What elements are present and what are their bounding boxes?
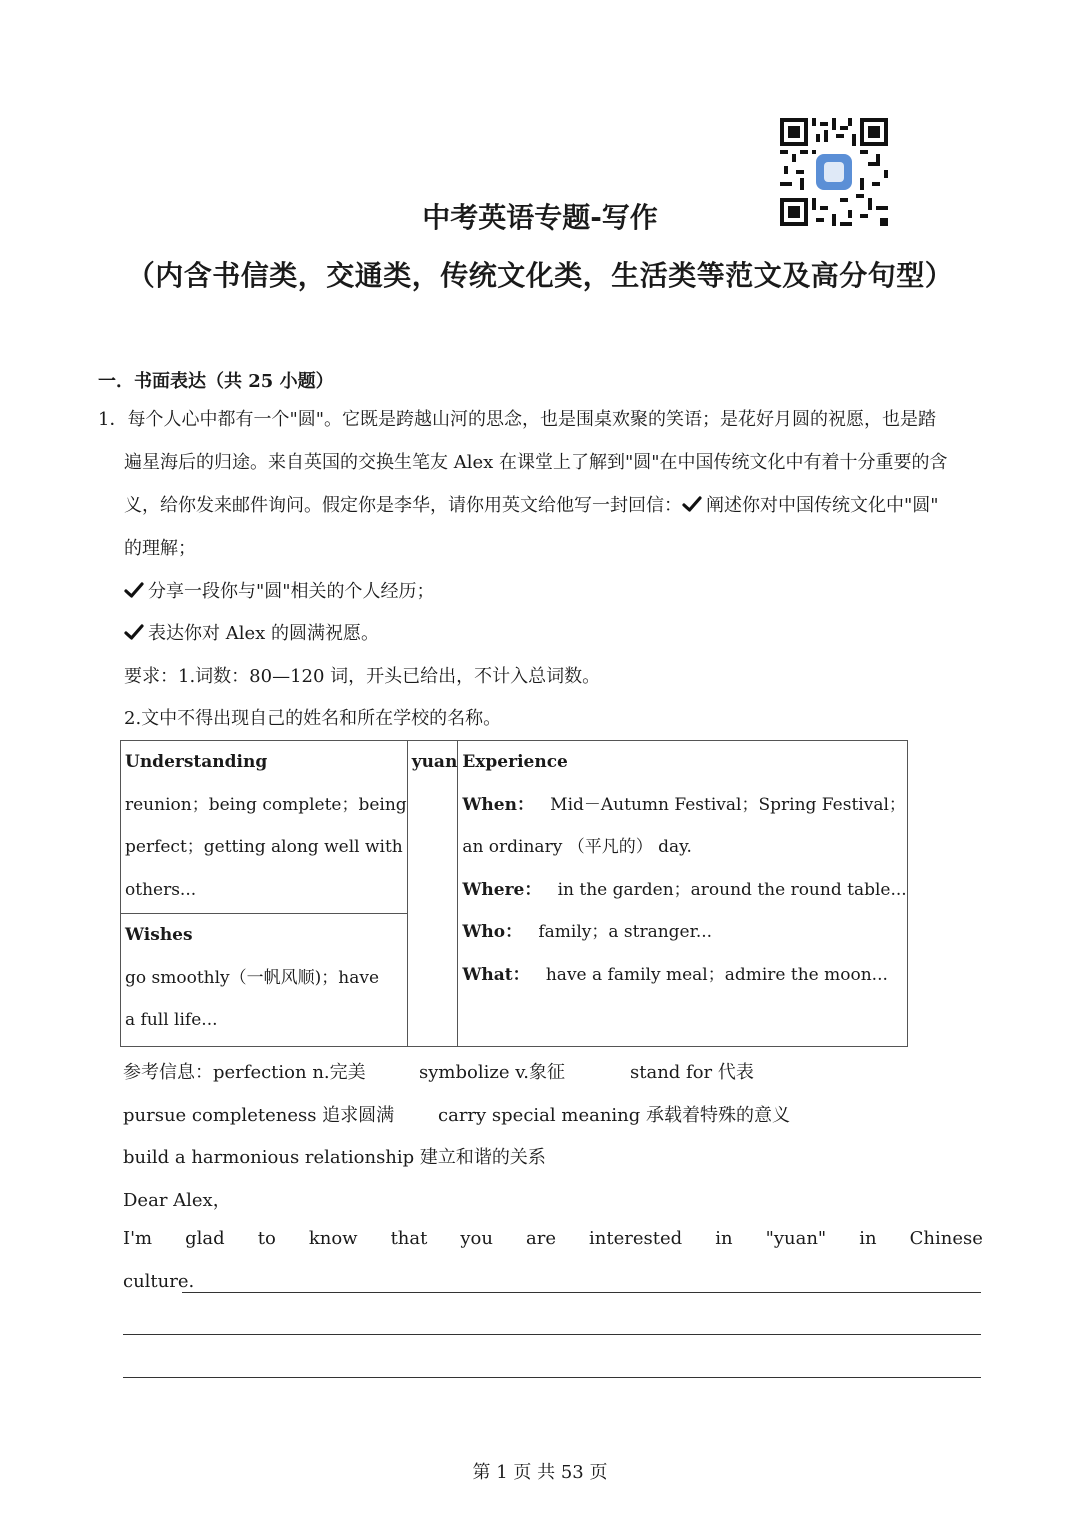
reference-stand-for: stand for 代表 [630,1062,754,1083]
page-subtitle: （内含书信类，交通类，传统文化类，生活类等范文及高分句型） [126,259,954,292]
reference-carry: carry special meaning 承载着特殊的意义 [438,1105,791,1126]
experience-cell: Experience When： Mid－Autumn Festival；Spring Festival； an ordinary （平凡的） day. Where： in the garden；around the round table... Who： family；a stranger... What： have a family meal；admire the moon... [458,741,907,1047]
letter-first-line: I'm glad to know that you are interested in "yuan" in Chinese [123,1228,983,1249]
center-cell: yuan [407,741,458,1047]
reference-build: build a harmonious relationship 建立和谐的关系 [123,1147,546,1168]
answer-line[interactable] [182,1292,981,1293]
letter-greeting: Dear Alex， [123,1190,231,1211]
question-line-4: 的理解； [124,538,196,559]
question-line-3: 义，给你发来邮件询问。假定你是李华，请你用英文给他写一封回信： 阐述你对中国传统文化中"圆" [124,495,939,516]
reference-perfection: 参考信息：perfection n.完美 [123,1062,366,1083]
page-title: 中考英语专题-写作 [422,201,658,234]
checkmark-icon [124,580,144,600]
letter-second-line: culture. [123,1271,195,1292]
bullet-express-wishes: 表达你对 Alex 的圆满祝愿。 [124,622,379,646]
answer-line[interactable] [123,1377,981,1378]
requirement-2: 2.文中不得出现自己的姓名和所在学校的名称。 [124,708,502,729]
page-footer: 第 1 页 共 53 页 [472,1462,608,1483]
checkmark-icon [682,494,702,514]
requirement-1: 要求：1.词数：80—120 词，开头已给出，不计入总词数。 [124,666,601,687]
question-line-1: 1．每个人心中都有一个"圆"。它既是跨越山河的思念，也是围桌欢聚的笑语；是花好月圆的祝愿，也是踏 [98,409,937,430]
wishes-cell: Wishes go smoothly（一帆风顺)；have a full life... [121,914,408,1047]
info-table [120,740,908,1047]
reference-symbolize: symbolize v.象征 [419,1062,565,1083]
question-line-2: 遍星海后的归途。来自英国的交换生笔友 Alex 在课堂上了解到"圆"在中国传统文化中有着十分重要的含 [124,452,948,473]
understanding-cell: Understanding reunion；being complete；being perfect；getting along well with others... [121,741,408,914]
checkmark-icon [124,622,144,642]
reference-pursue: pursue completeness 追求圆满 [123,1105,395,1126]
section-heading: 一．书面表达（共 25 小题） [98,371,334,392]
answer-line[interactable] [123,1334,981,1335]
question-number: 1． [98,409,128,430]
bullet-share-experience: 分享一段你与"圆"相关的个人经历； [124,580,435,604]
